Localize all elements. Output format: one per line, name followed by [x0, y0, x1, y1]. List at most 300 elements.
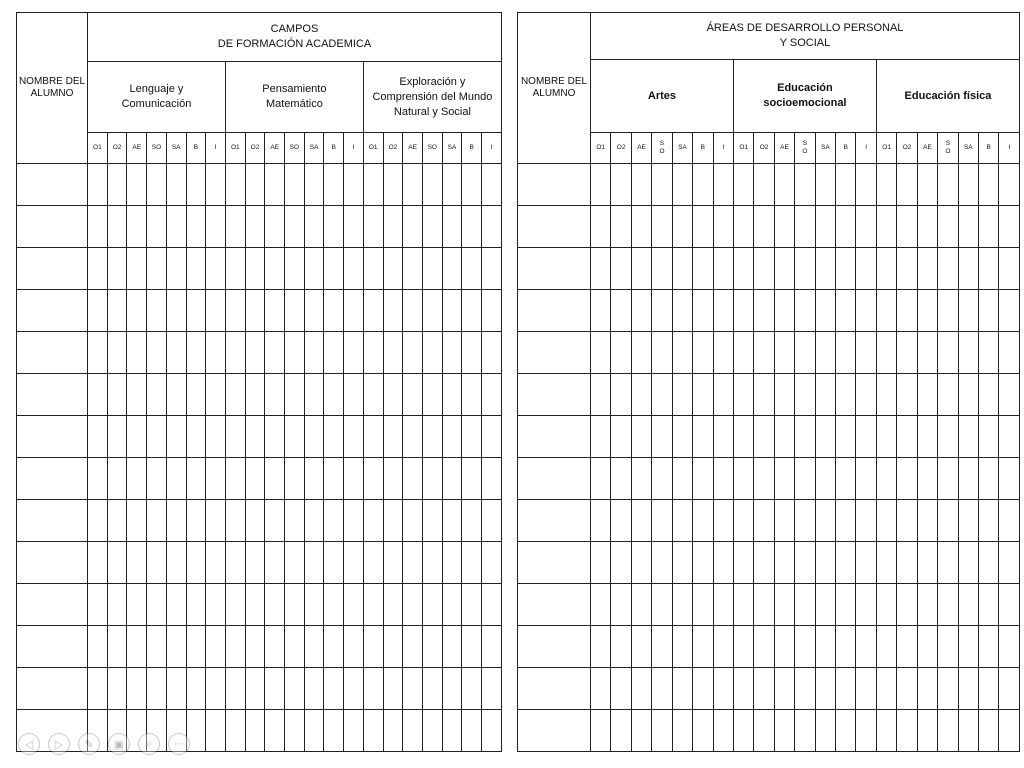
grade-cell[interactable] — [285, 458, 305, 500]
grade-cell[interactable] — [147, 500, 167, 542]
grade-cell[interactable] — [462, 206, 482, 248]
grade-cell[interactable] — [672, 374, 692, 416]
grade-cell[interactable] — [422, 332, 442, 374]
grade-cell[interactable] — [672, 710, 692, 752]
grade-cell[interactable] — [403, 500, 423, 542]
grade-cell[interactable] — [225, 290, 245, 332]
grade-cell[interactable] — [958, 584, 978, 626]
student-name-cell[interactable] — [17, 584, 88, 626]
grade-cell[interactable] — [938, 290, 958, 332]
grade-cell[interactable] — [591, 206, 611, 248]
grade-cell[interactable] — [206, 332, 226, 374]
grade-cell[interactable] — [979, 416, 999, 458]
student-name-cell[interactable] — [518, 668, 591, 710]
grade-cell[interactable] — [304, 668, 324, 710]
grade-cell[interactable] — [127, 542, 147, 584]
grade-cell[interactable] — [999, 500, 1020, 542]
grade-cell[interactable] — [363, 332, 383, 374]
student-name-cell[interactable] — [518, 248, 591, 290]
grade-cell[interactable] — [917, 668, 937, 710]
grade-cell[interactable] — [836, 542, 856, 584]
grade-cell[interactable] — [591, 290, 611, 332]
grade-cell[interactable] — [938, 668, 958, 710]
grade-cell[interactable] — [979, 626, 999, 668]
grade-cell[interactable] — [245, 458, 265, 500]
grade-cell[interactable] — [344, 416, 364, 458]
grade-cell[interactable] — [958, 164, 978, 206]
grade-cell[interactable] — [815, 584, 835, 626]
grade-cell[interactable] — [999, 584, 1020, 626]
grade-cell[interactable] — [693, 332, 713, 374]
grade-cell[interactable] — [383, 374, 403, 416]
grade-cell[interactable] — [88, 542, 108, 584]
grade-cell[interactable] — [876, 290, 896, 332]
grade-cell[interactable] — [225, 164, 245, 206]
grade-cell[interactable] — [733, 500, 753, 542]
grade-cell[interactable] — [324, 668, 344, 710]
grade-cell[interactable] — [344, 584, 364, 626]
zoom-icon[interactable]: ⌕ — [138, 733, 160, 755]
grade-cell[interactable] — [265, 458, 285, 500]
grade-cell[interactable] — [88, 668, 108, 710]
grade-cell[interactable] — [383, 500, 403, 542]
grade-cell[interactable] — [186, 374, 206, 416]
grade-cell[interactable] — [917, 584, 937, 626]
grade-cell[interactable] — [285, 164, 305, 206]
grade-cell[interactable] — [856, 416, 876, 458]
grade-cell[interactable] — [774, 626, 794, 668]
grade-cell[interactable] — [265, 500, 285, 542]
grade-cell[interactable] — [652, 206, 672, 248]
grade-cell[interactable] — [672, 332, 692, 374]
grade-cell[interactable] — [442, 542, 462, 584]
grade-cell[interactable] — [999, 374, 1020, 416]
grade-cell[interactable] — [147, 374, 167, 416]
grade-cell[interactable] — [958, 668, 978, 710]
grade-cell[interactable] — [631, 248, 651, 290]
grade-cell[interactable] — [938, 542, 958, 584]
grade-cell[interactable] — [442, 416, 462, 458]
grade-cell[interactable] — [917, 290, 937, 332]
grade-cell[interactable] — [897, 164, 917, 206]
grade-cell[interactable] — [265, 164, 285, 206]
grade-cell[interactable] — [631, 500, 651, 542]
grade-cell[interactable] — [225, 374, 245, 416]
grade-cell[interactable] — [383, 290, 403, 332]
grade-cell[interactable] — [285, 626, 305, 668]
grade-cell[interactable] — [836, 710, 856, 752]
grade-cell[interactable] — [815, 542, 835, 584]
grade-cell[interactable] — [999, 416, 1020, 458]
grade-cell[interactable] — [591, 164, 611, 206]
grade-cell[interactable] — [324, 332, 344, 374]
grade-cell[interactable] — [442, 458, 462, 500]
grade-cell[interactable] — [403, 542, 423, 584]
grade-cell[interactable] — [591, 374, 611, 416]
grade-cell[interactable] — [999, 668, 1020, 710]
grade-cell[interactable] — [917, 542, 937, 584]
grade-cell[interactable] — [107, 458, 127, 500]
grade-cell[interactable] — [652, 374, 672, 416]
grade-cell[interactable] — [265, 626, 285, 668]
grade-cell[interactable] — [442, 206, 462, 248]
grade-cell[interactable] — [856, 668, 876, 710]
grade-cell[interactable] — [225, 584, 245, 626]
grade-cell[interactable] — [225, 458, 245, 500]
grade-cell[interactable] — [462, 710, 482, 752]
grade-cell[interactable] — [999, 248, 1020, 290]
grade-cell[interactable] — [938, 248, 958, 290]
grade-cell[interactable] — [166, 374, 186, 416]
grade-cell[interactable] — [774, 542, 794, 584]
grade-cell[interactable] — [422, 584, 442, 626]
grade-cell[interactable] — [383, 416, 403, 458]
grade-cell[interactable] — [897, 626, 917, 668]
grade-cell[interactable] — [856, 710, 876, 752]
grade-cell[interactable] — [245, 626, 265, 668]
grade-cell[interactable] — [917, 248, 937, 290]
grade-cell[interactable] — [611, 206, 631, 248]
grade-cell[interactable] — [979, 374, 999, 416]
grade-cell[interactable] — [324, 206, 344, 248]
grade-cell[interactable] — [713, 206, 733, 248]
grade-cell[interactable] — [147, 584, 167, 626]
grade-cell[interactable] — [938, 332, 958, 374]
grade-cell[interactable] — [876, 164, 896, 206]
student-name-cell[interactable] — [17, 206, 88, 248]
grade-cell[interactable] — [88, 416, 108, 458]
grade-cell[interactable] — [186, 416, 206, 458]
grade-cell[interactable] — [147, 458, 167, 500]
grade-cell[interactable] — [897, 542, 917, 584]
grade-cell[interactable] — [245, 542, 265, 584]
grade-cell[interactable] — [324, 248, 344, 290]
grade-cell[interactable] — [856, 206, 876, 248]
grade-cell[interactable] — [482, 500, 502, 542]
grade-cell[interactable] — [285, 710, 305, 752]
grade-cell[interactable] — [285, 248, 305, 290]
grade-cell[interactable] — [958, 710, 978, 752]
grade-cell[interactable] — [344, 332, 364, 374]
grade-cell[interactable] — [206, 500, 226, 542]
grade-cell[interactable] — [876, 206, 896, 248]
grade-cell[interactable] — [591, 458, 611, 500]
grade-cell[interactable] — [917, 332, 937, 374]
grade-cell[interactable] — [147, 164, 167, 206]
grade-cell[interactable] — [876, 458, 896, 500]
grade-cell[interactable] — [88, 332, 108, 374]
grade-cell[interactable] — [733, 290, 753, 332]
grade-cell[interactable] — [383, 710, 403, 752]
grade-cell[interactable] — [324, 542, 344, 584]
grade-cell[interactable] — [127, 416, 147, 458]
grade-cell[interactable] — [403, 164, 423, 206]
grade-cell[interactable] — [147, 668, 167, 710]
grade-cell[interactable] — [652, 500, 672, 542]
grade-cell[interactable] — [999, 206, 1020, 248]
grade-cell[interactable] — [383, 332, 403, 374]
grade-cell[interactable] — [713, 290, 733, 332]
grade-cell[interactable] — [917, 458, 937, 500]
grade-cell[interactable] — [166, 164, 186, 206]
grade-cell[interactable] — [999, 458, 1020, 500]
student-name-cell[interactable] — [518, 374, 591, 416]
grade-cell[interactable] — [482, 626, 502, 668]
student-name-cell[interactable] — [17, 542, 88, 584]
grade-cell[interactable] — [88, 248, 108, 290]
student-name-cell[interactable] — [17, 416, 88, 458]
grade-cell[interactable] — [462, 374, 482, 416]
grade-cell[interactable] — [127, 290, 147, 332]
student-name-cell[interactable] — [518, 500, 591, 542]
grade-cell[interactable] — [225, 668, 245, 710]
grade-cell[interactable] — [88, 500, 108, 542]
grade-cell[interactable] — [186, 458, 206, 500]
grade-cell[interactable] — [147, 248, 167, 290]
grade-cell[interactable] — [324, 374, 344, 416]
grade-cell[interactable] — [611, 416, 631, 458]
grade-cell[interactable] — [897, 584, 917, 626]
grade-cell[interactable] — [422, 710, 442, 752]
grade-cell[interactable] — [462, 458, 482, 500]
grade-cell[interactable] — [836, 206, 856, 248]
grade-cell[interactable] — [383, 458, 403, 500]
grade-cell[interactable] — [938, 374, 958, 416]
more-icon[interactable]: ··· — [168, 733, 190, 755]
grade-cell[interactable] — [403, 668, 423, 710]
grade-cell[interactable] — [754, 626, 774, 668]
grade-cell[interactable] — [403, 290, 423, 332]
student-name-cell[interactable] — [17, 290, 88, 332]
grade-cell[interactable] — [363, 248, 383, 290]
grade-cell[interactable] — [631, 710, 651, 752]
grade-cell[interactable] — [856, 458, 876, 500]
grade-cell[interactable] — [836, 626, 856, 668]
grade-cell[interactable] — [795, 500, 815, 542]
grade-cell[interactable] — [383, 542, 403, 584]
grade-cell[interactable] — [999, 290, 1020, 332]
grade-cell[interactable] — [403, 626, 423, 668]
student-name-cell[interactable] — [518, 626, 591, 668]
grade-cell[interactable] — [344, 290, 364, 332]
grade-cell[interactable] — [462, 416, 482, 458]
grade-cell[interactable] — [876, 668, 896, 710]
grade-cell[interactable] — [938, 584, 958, 626]
grade-cell[interactable] — [245, 248, 265, 290]
student-name-cell[interactable] — [17, 626, 88, 668]
grade-cell[interactable] — [897, 206, 917, 248]
grade-cell[interactable] — [304, 164, 324, 206]
grade-cell[interactable] — [876, 584, 896, 626]
grade-cell[interactable] — [88, 374, 108, 416]
grade-cell[interactable] — [422, 248, 442, 290]
grade-cell[interactable] — [979, 248, 999, 290]
grade-cell[interactable] — [652, 248, 672, 290]
grade-cell[interactable] — [754, 374, 774, 416]
grade-cell[interactable] — [754, 458, 774, 500]
grade-cell[interactable] — [958, 542, 978, 584]
grade-cell[interactable] — [938, 500, 958, 542]
grade-cell[interactable] — [856, 290, 876, 332]
grade-cell[interactable] — [693, 416, 713, 458]
grade-cell[interactable] — [713, 416, 733, 458]
grade-cell[interactable] — [897, 668, 917, 710]
grade-cell[interactable] — [442, 290, 462, 332]
grade-cell[interactable] — [713, 500, 733, 542]
grade-cell[interactable] — [591, 332, 611, 374]
grade-cell[interactable] — [795, 164, 815, 206]
grade-cell[interactable] — [713, 542, 733, 584]
grade-cell[interactable] — [147, 542, 167, 584]
grade-cell[interactable] — [107, 248, 127, 290]
grade-cell[interactable] — [166, 332, 186, 374]
grade-cell[interactable] — [631, 416, 651, 458]
grade-cell[interactable] — [107, 584, 127, 626]
grade-cell[interactable] — [795, 374, 815, 416]
grade-cell[interactable] — [245, 332, 265, 374]
grade-cell[interactable] — [186, 500, 206, 542]
student-name-cell[interactable] — [17, 500, 88, 542]
grade-cell[interactable] — [363, 710, 383, 752]
grade-cell[interactable] — [147, 332, 167, 374]
grade-cell[interactable] — [304, 248, 324, 290]
grade-cell[interactable] — [733, 374, 753, 416]
grade-cell[interactable] — [631, 626, 651, 668]
grade-cell[interactable] — [693, 500, 713, 542]
grade-cell[interactable] — [442, 500, 462, 542]
grade-cell[interactable] — [206, 710, 226, 752]
grade-cell[interactable] — [631, 542, 651, 584]
grade-cell[interactable] — [876, 542, 896, 584]
student-name-cell[interactable] — [17, 668, 88, 710]
grade-cell[interactable] — [815, 374, 835, 416]
grade-cell[interactable] — [403, 710, 423, 752]
grade-cell[interactable] — [442, 626, 462, 668]
grade-cell[interactable] — [403, 416, 423, 458]
grade-cell[interactable] — [774, 248, 794, 290]
grade-cell[interactable] — [999, 710, 1020, 752]
grade-cell[interactable] — [693, 206, 713, 248]
grade-cell[interactable] — [186, 290, 206, 332]
grade-cell[interactable] — [938, 710, 958, 752]
grade-cell[interactable] — [344, 542, 364, 584]
grade-cell[interactable] — [897, 332, 917, 374]
grade-cell[interactable] — [482, 710, 502, 752]
grade-cell[interactable] — [127, 668, 147, 710]
grade-cell[interactable] — [652, 542, 672, 584]
grade-cell[interactable] — [897, 374, 917, 416]
next-icon[interactable]: ▷ — [48, 733, 70, 755]
grade-cell[interactable] — [88, 164, 108, 206]
grade-cell[interactable] — [713, 458, 733, 500]
grade-cell[interactable] — [442, 164, 462, 206]
grade-cell[interactable] — [754, 668, 774, 710]
grade-cell[interactable] — [979, 290, 999, 332]
grade-cell[interactable] — [999, 164, 1020, 206]
grade-cell[interactable] — [265, 206, 285, 248]
grade-cell[interactable] — [265, 416, 285, 458]
grade-cell[interactable] — [107, 626, 127, 668]
grade-cell[interactable] — [304, 290, 324, 332]
grade-cell[interactable] — [897, 290, 917, 332]
grade-cell[interactable] — [733, 542, 753, 584]
student-name-cell[interactable] — [17, 458, 88, 500]
grade-cell[interactable] — [304, 710, 324, 752]
grade-cell[interactable] — [265, 290, 285, 332]
grade-cell[interactable] — [836, 248, 856, 290]
grade-cell[interactable] — [631, 290, 651, 332]
grade-cell[interactable] — [166, 248, 186, 290]
grade-cell[interactable] — [938, 458, 958, 500]
grade-cell[interactable] — [166, 500, 186, 542]
grade-cell[interactable] — [917, 164, 937, 206]
grade-cell[interactable] — [693, 290, 713, 332]
grade-cell[interactable] — [999, 626, 1020, 668]
grade-cell[interactable] — [917, 500, 937, 542]
grade-cell[interactable] — [979, 668, 999, 710]
grade-cell[interactable] — [285, 584, 305, 626]
grade-cell[interactable] — [733, 332, 753, 374]
grade-cell[interactable] — [422, 164, 442, 206]
grade-cell[interactable] — [88, 458, 108, 500]
grade-cell[interactable] — [107, 374, 127, 416]
grade-cell[interactable] — [245, 206, 265, 248]
grade-cell[interactable] — [652, 290, 672, 332]
grade-cell[interactable] — [245, 374, 265, 416]
grade-cell[interactable] — [815, 206, 835, 248]
grade-cell[interactable] — [442, 332, 462, 374]
grade-cell[interactable] — [795, 416, 815, 458]
grade-cell[interactable] — [127, 584, 147, 626]
grade-cell[interactable] — [591, 542, 611, 584]
grade-cell[interactable] — [938, 626, 958, 668]
grade-cell[interactable] — [166, 290, 186, 332]
grade-cell[interactable] — [206, 458, 226, 500]
grade-cell[interactable] — [672, 668, 692, 710]
grade-cell[interactable] — [363, 542, 383, 584]
grade-cell[interactable] — [774, 584, 794, 626]
grade-cell[interactable] — [774, 668, 794, 710]
grade-cell[interactable] — [422, 668, 442, 710]
grade-cell[interactable] — [166, 416, 186, 458]
student-name-cell[interactable] — [17, 164, 88, 206]
grade-cell[interactable] — [245, 584, 265, 626]
grade-cell[interactable] — [344, 626, 364, 668]
grade-cell[interactable] — [265, 248, 285, 290]
grade-cell[interactable] — [245, 668, 265, 710]
grade-cell[interactable] — [107, 500, 127, 542]
grade-cell[interactable] — [383, 626, 403, 668]
grade-cell[interactable] — [795, 248, 815, 290]
grade-cell[interactable] — [225, 416, 245, 458]
grade-cell[interactable] — [774, 206, 794, 248]
grade-cell[interactable] — [774, 164, 794, 206]
grade-cell[interactable] — [324, 290, 344, 332]
grade-cell[interactable] — [442, 710, 462, 752]
grade-cell[interactable] — [611, 500, 631, 542]
grade-cell[interactable] — [733, 458, 753, 500]
grade-cell[interactable] — [754, 164, 774, 206]
grade-cell[interactable] — [999, 542, 1020, 584]
grade-cell[interactable] — [733, 416, 753, 458]
grade-cell[interactable] — [363, 374, 383, 416]
grade-cell[interactable] — [652, 416, 672, 458]
grade-cell[interactable] — [774, 416, 794, 458]
grade-cell[interactable] — [611, 248, 631, 290]
grade-cell[interactable] — [958, 332, 978, 374]
grade-cell[interactable] — [774, 458, 794, 500]
grade-cell[interactable] — [225, 542, 245, 584]
